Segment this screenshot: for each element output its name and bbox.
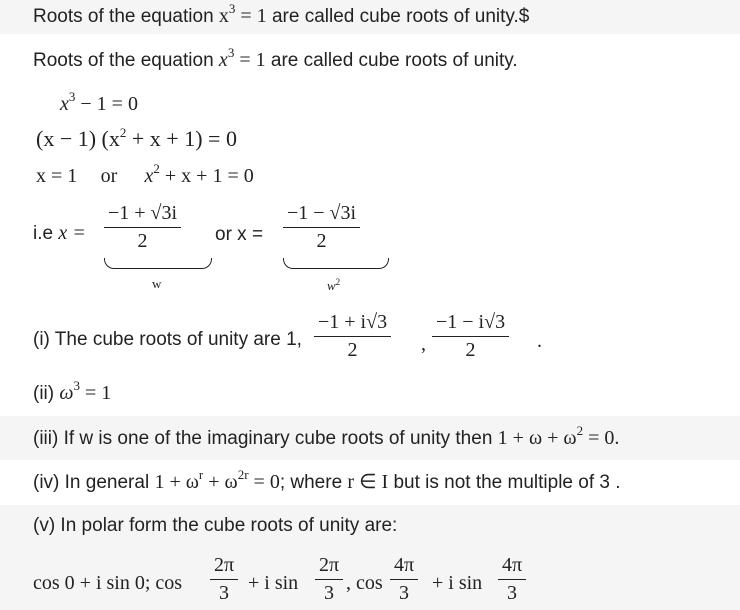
polar-form [33, 572, 182, 594]
root-2-denominator: 2 [316, 230, 327, 252]
point-iv-text: (iv) In general [33, 472, 155, 493]
point-iii [33, 423, 620, 451]
label-w: w [152, 276, 162, 291]
roots-or-text: or x = [215, 224, 264, 245]
polar-fraction-3 [390, 554, 418, 605]
line-1-suffix: are called cube roots of unity.$ [266, 6, 530, 27]
eq2-a: (x − 1) (x [36, 126, 120, 151]
polar-den-4: 3 [507, 582, 518, 604]
polar-bar-2 [315, 579, 343, 580]
roots-or [215, 224, 263, 246]
polar-fraction-2 [315, 554, 343, 605]
polar-den-1: 3 [219, 582, 230, 604]
roots-line [33, 222, 86, 245]
eq3-a: x = 1 [36, 165, 78, 187]
point-i [33, 329, 302, 351]
polar-bar-3 [390, 579, 418, 580]
line-2-var: x [218, 49, 228, 71]
point-iv-after: ; where [279, 472, 348, 493]
point-iii-exp: 2 [576, 423, 584, 438]
equation-2 [36, 125, 237, 153]
point-ii [33, 378, 112, 406]
polar-fraction-1 [210, 554, 238, 605]
point-iii-text: (iii) If w is one of the imaginary cube roots of unity then [33, 428, 498, 449]
line-2-prefix: Roots of the equation [33, 50, 219, 71]
point-i-separator: , [421, 333, 426, 355]
point-i-num-2: −1 − i√3 [436, 311, 506, 333]
brace-w2 [283, 258, 389, 269]
point-iii-math: 1 + ω + ω [497, 427, 577, 449]
label-w2-base: w [327, 278, 336, 293]
polar-den-2: 3 [324, 582, 335, 604]
polar-num-3: 4π [394, 554, 415, 576]
line-1 [33, 1, 530, 29]
polar-d: + i sin [432, 572, 483, 594]
line-2-eq: = 1 [234, 49, 266, 71]
point-i-fraction-1 [314, 311, 391, 362]
point-i-num-1: −1 + i√3 [318, 311, 388, 333]
roots-ie: i.e [33, 223, 59, 244]
root-2-numerator: −1 − √3i [287, 202, 357, 224]
line-1-var: x [218, 5, 229, 27]
eq2-b: + x + 1 [126, 126, 196, 151]
root-1-fraction [104, 202, 181, 253]
point-iv-exp1: r [198, 467, 204, 482]
eq3-or: or [100, 165, 118, 187]
root-2-fraction [283, 202, 360, 253]
polar-num-1: 2π [214, 554, 235, 576]
polar-b: + i sin [248, 572, 299, 594]
polar-c: , cos [346, 572, 383, 594]
root-1-denominator: 2 [137, 230, 148, 252]
brace-w [104, 258, 212, 269]
equation-3 [36, 161, 254, 189]
point-iv-r: r ∈ I [347, 471, 389, 493]
eq3-exp: 2 [153, 161, 160, 176]
line-1-exp: 3 [228, 1, 236, 16]
root-1-bar [104, 227, 181, 228]
point-i-bar-2 [432, 336, 509, 337]
eq3-c: + x + 1 = 0 [159, 165, 254, 187]
point-iii-end: = 0. [583, 427, 620, 449]
point-i-den-1: 2 [347, 339, 358, 361]
point-i-den-2: 2 [465, 339, 476, 361]
label-w2 [327, 278, 340, 294]
polar-bar-4 [498, 579, 526, 580]
line-2-exp: 3 [227, 45, 235, 60]
eq1-exp: 3 [68, 89, 76, 104]
point-ii-eq: = 1 [80, 382, 112, 404]
label-w2-exp: 2 [335, 277, 341, 287]
root-1-numerator: −1 + √3i [108, 202, 178, 224]
point-iv [33, 467, 621, 495]
equation-1 [60, 89, 138, 117]
line-1-eq: = 1 [235, 5, 267, 27]
polar-a: cos 0 + i sin 0; cos [33, 572, 183, 594]
line-1-prefix: Roots of the equation [33, 6, 219, 27]
point-i-bar-1 [314, 336, 391, 337]
eq2-c: ) = 0 [195, 126, 237, 151]
point-iv-end: but is not the multiple of 3 . [388, 472, 621, 493]
point-i-text: (i) The cube roots of unity are 1, [33, 329, 302, 350]
line-2-suffix: are called cube roots of unity. [265, 50, 518, 71]
point-v [33, 515, 397, 537]
point-i-fraction-2 [432, 311, 509, 362]
polar-fraction-4 [498, 554, 526, 605]
roots-x1: x = [58, 222, 86, 244]
point-ii-text: (ii) [33, 383, 60, 404]
eq3-b: x [144, 165, 154, 187]
line-2 [33, 45, 518, 73]
point-iv-plus: + ω [203, 471, 238, 493]
point-ii-omega: ω [59, 382, 74, 404]
polar-den-3: 3 [399, 582, 410, 604]
point-iv-math: 1 + ω [154, 471, 199, 493]
eq2-exp: 2 [119, 125, 127, 140]
polar-num-4: 4π [502, 554, 523, 576]
point-i-end: . [537, 330, 542, 352]
point-ii-exp: 3 [73, 378, 81, 393]
point-iv-eq: = 0 [248, 471, 280, 493]
polar-bar-1 [210, 579, 238, 580]
polar-num-2: 2π [319, 554, 340, 576]
root-2-bar [283, 227, 360, 228]
eq1-lhs: x [60, 93, 69, 115]
point-v-text: (v) In polar form the cube roots of unity are: [33, 515, 398, 536]
eq1-rest: − 1 = 0 [75, 93, 138, 115]
point-iv-exp2: 2r [237, 467, 249, 482]
